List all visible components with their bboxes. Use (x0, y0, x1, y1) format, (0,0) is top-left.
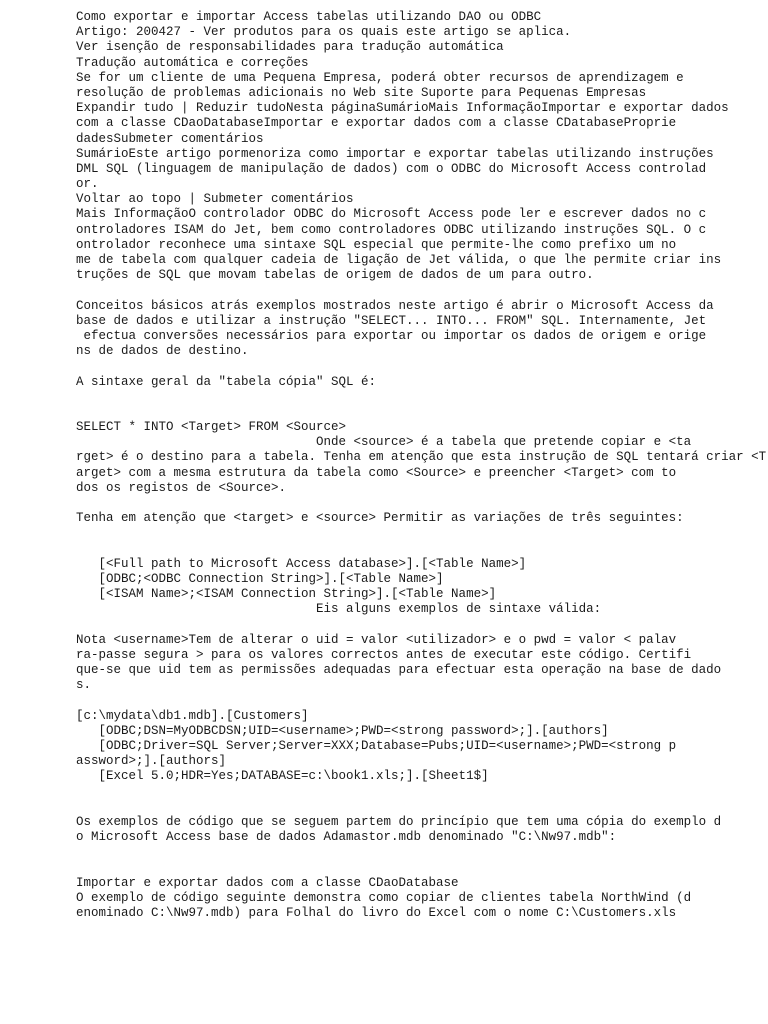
text-line: efectua conversões necessários para exportar ou importar os dados de origem e orige (76, 328, 707, 343)
text-line (76, 542, 766, 557)
text-line: O exemplo de código seguinte demonstra como copiar de clientes tabela NorthWind (d (76, 890, 692, 905)
text-line (76, 496, 766, 511)
text-line: SumárioEste artigo pormenoriza como importar e exportar tabelas utilizando instruções (76, 146, 714, 161)
text-line (76, 785, 766, 800)
text-line: Nota <username>Tem de alterar o uid = valor <utilizador> e o pwd = valor < palav (76, 632, 677, 647)
text-line: com a classe CDaoDatabaseImportar e exportar dados com a classe CDatabaseProprie (76, 116, 677, 131)
text-line: me de tabela com qualquer cadeia de ligação de Jet válida, o que lhe permite criar ins (76, 253, 722, 267)
text-line (76, 693, 766, 708)
text-line (76, 390, 766, 405)
text-line: dadesSubmeter comentários (76, 131, 264, 146)
text-line: Ver isenção de responsabilidades para tradução automática (76, 40, 504, 55)
text-line: or. (76, 177, 99, 192)
text-line: Eis alguns exemplos de sintaxe válida: (76, 602, 602, 617)
text-line: A sintaxe geral da "tabela cópia" SQL é: (76, 374, 377, 389)
text-line: Importar e exportar dados com a classe CDaoDatabase (76, 875, 459, 890)
text-line: Se for um cliente de uma Pequena Empresa, poderá obter recursos de aprendizagem e (76, 70, 684, 85)
text-line: dos os registos de <Source>. (76, 480, 287, 495)
text-line: Onde <source> é a tabela que pretende copiar e <ta (76, 435, 692, 450)
text-line (76, 845, 766, 860)
text-line (76, 283, 766, 298)
text-line: resolução de problemas adicionais no Web site Suporte para Pequenas Empresas (76, 85, 647, 100)
text-line: DML SQL (linguagem de manipulação de dados) com o ODBC do Microsoft Access controlad (76, 161, 707, 176)
article-text (76, 10, 766, 921)
text-line: Artigo: 200427 - Ver produtos para os quais este artigo se aplica. (76, 25, 572, 40)
text-line: ra-passe segura > para os valores correctos antes de executar este código. Certifi (76, 647, 692, 662)
text-line: [<ISAM Name>;<ISAM Connection String>].[<Table Name>] (76, 587, 497, 602)
text-line (76, 618, 766, 633)
text-line: s. (76, 678, 92, 693)
text-line: Mais InformaçãoO controlador ODBC do Microsoft Access pode ler e escrever dados no c (76, 207, 707, 222)
text-line: Como exportar e importar Access tabelas utilizando DAO ou ODBC (76, 10, 542, 24)
text-line: o Microsoft Access base de dados Adamastor.mdb denominado "C:\Nw97.mdb": (76, 830, 617, 845)
text-line: enominado C:\Nw97.mdb) para Folhal do livro do Excel com o nome C:\Customers.xls (76, 906, 677, 921)
text-line: truções de SQL que movam tabelas de origem de dados de um para outro. (76, 268, 594, 283)
text-line: [ODBC;<ODBC Connection String>].[<Table Name>] (76, 571, 444, 586)
text-line (76, 359, 766, 374)
text-line: Os exemplos de código que se seguem partem do princípio que tem uma cópia do exemplo d (76, 814, 722, 829)
text-line: [c:\mydata\db1.mdb].[Customers] (76, 708, 309, 723)
text-line: base de dados e utilizar a instrução "SELECT... INTO... FROM" SQL. Internamente, Jet (76, 313, 707, 328)
text-line: que-se que uid tem as permissões adequadas para efectuar esta operação na base de dado (76, 663, 722, 678)
text-line: Voltar ao topo | Submeter comentários (76, 192, 354, 207)
text-line: SELECT * INTO <Target> FROM <Source> (76, 420, 347, 435)
text-line: arget> com a mesma estrutura da tabela como <Source> e preencher <Target> com to (76, 465, 677, 480)
text-line: ontroladores ISAM do Jet, bem como controladores ODBC utilizando instruções SQL. O c (76, 222, 707, 237)
text-line: Conceitos básicos atrás exemplos mostrados neste artigo é abrir o Microsoft Access da (76, 298, 714, 313)
text-line: [ODBC;Driver=SQL Server;Server=XXX;Database=Pubs;UID=<username>;PWD=<strong p (76, 739, 677, 753)
text-line (76, 800, 766, 815)
text-line: Tenha em atenção que <target> e <source> Permitir as variações de três seguintes: (76, 511, 684, 526)
text-line: Tradução automática e correções (76, 55, 309, 70)
text-line: ns de dados de destino. (76, 344, 249, 359)
text-line (76, 526, 766, 541)
text-line (76, 861, 766, 876)
text-line: [<Full path to Microsoft Access database>].[<Table Name>] (76, 556, 527, 571)
text-line: [ODBC;DSN=MyODBCDSN;UID=<username>;PWD=<strong password>;].[authors] (76, 723, 609, 738)
text-line: ontrolador reconhece uma sintaxe SQL especial que permite-lhe como prefixo um no (76, 237, 677, 252)
text-line: [Excel 5.0;HDR=Yes;DATABASE=c:\book1.xls;].[Sheet1$] (76, 769, 489, 784)
text-line: assword>;].[authors] (76, 754, 227, 769)
text-line: Expandir tudo | Reduzir tudoNesta páginaSumárioMais InformaçãoImportar e exportar dados (76, 101, 729, 116)
text-line: rget> é o destino para a tabela. Tenha em atenção que esta instrução de SQL tentará criar <T (76, 450, 766, 465)
text-line (76, 405, 766, 420)
